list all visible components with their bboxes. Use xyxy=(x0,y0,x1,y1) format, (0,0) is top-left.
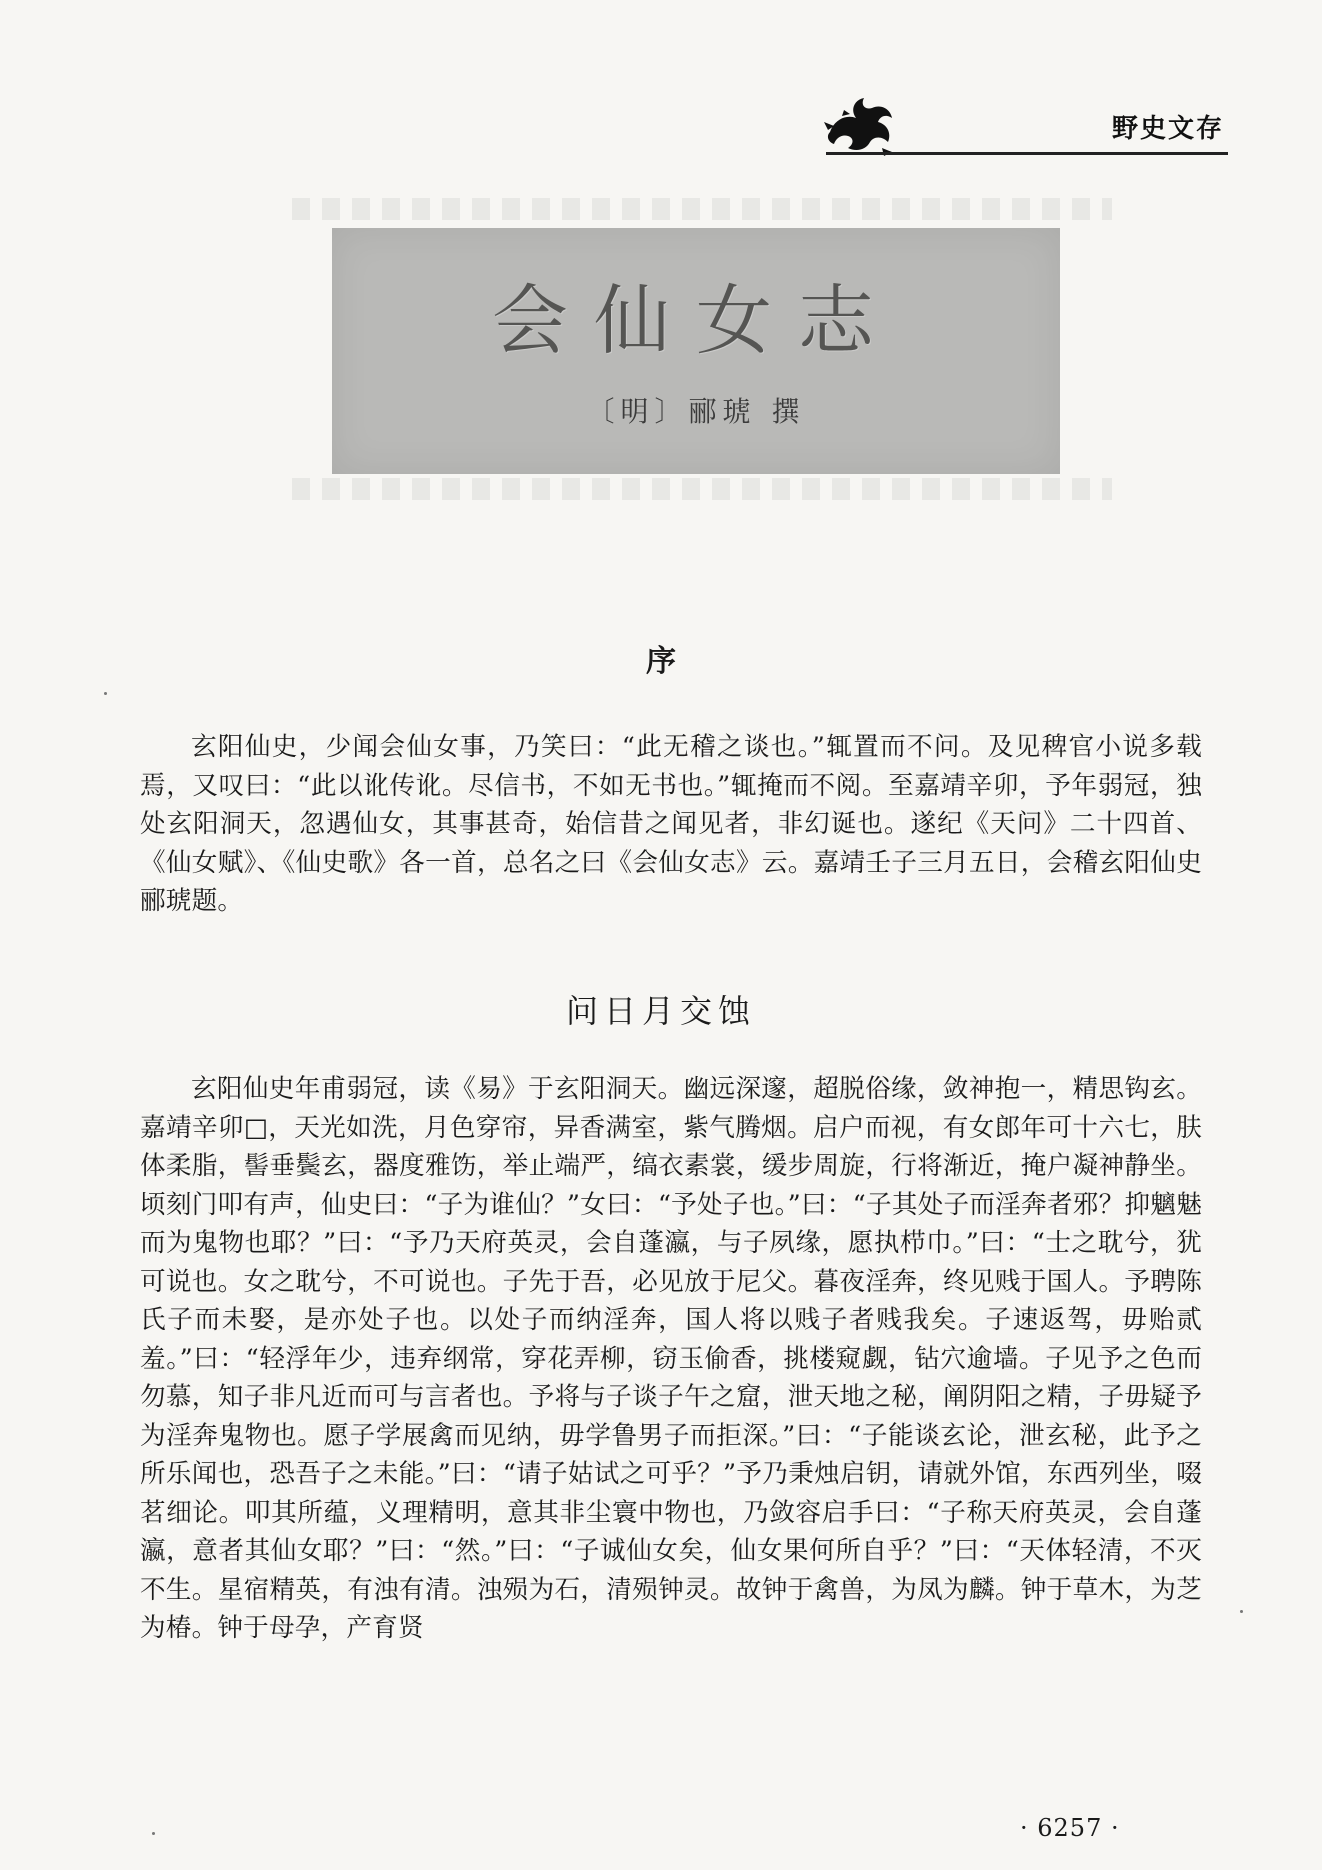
scan-speck xyxy=(152,1832,155,1835)
bleed-through-texture xyxy=(292,478,1112,500)
title-block xyxy=(332,228,1060,474)
preface-heading: 序 xyxy=(646,644,676,679)
chapter-paragraph: 玄阳仙史年甫弱冠，读《易》于玄阳洞天。幽远深邃，超脱俗缘，敛神抱一，精思钩玄。嘉靖辛卯□，天光如洗，月色穿帘，异香满室，紫气腾烟。启户而视，有女郎年可十六七，肤体柔脂，髻垂鬓玄，器度雅饬，举止端严，缟衣素裳，缓步周旋，行将渐近，掩户凝神静坐。顷刻门叩有声，仙史曰：“子为谁仙？”女曰：“予处子也。”曰：“子其处子而淫奔者邪？抑魑魅而为鬼物也耶？”曰：“予乃天府英灵，会自蓬瀛，与子夙缘，愿执栉巾。”曰：“士之耽兮，犹可说也。女之耽兮，不可说也。子先于吾，必见放于尼父。暮夜淫奔，终见贱于国人。予聘陈氏子而未娶，是亦处子也。以处子而纳淫奔，国人将以贱子者贱我矣。子速返驾，毋贻贰羞。”曰：“轻浮年少，违弃纲常，穿花弄柳，窃玉偷香，挑楼窥觑，钻穴逾墙。子见予之色而勿慕，知子非凡近而可与言者也。予将与子谈子午之窟，泄天地之秘，阐阴阳之精，子毋疑予为淫奔鬼物也。愿子学展禽而见纳，毋学鲁男子而拒深。”曰：“子能谈玄论，泄玄秘，此予之所乐闻也，恐吾子之未能。”曰：“请子姑试之可乎？”予乃秉烛启钥，请就外馆，东西列坐，啜茗细论。叩其所蕴，义理精明，意其非尘寰中物也，乃敛容启手曰：“子称天府英灵，会自蓬瀛，意者其仙女耶？”曰：“然。”曰：“子诚仙女矣，仙女果何所自乎？”曰：“天体轻清，不灭不生。星宿精英，有浊有清。浊殒为石，清殒钟灵。故钟于禽兽，为凤为麟。钟于草木，为芝为椿。钟于母孕，产育贤 xyxy=(140,1074,1202,1643)
header-rule xyxy=(826,152,1228,155)
chapter-heading: 问日月交蚀 xyxy=(565,992,756,1030)
author-byline: 〔明〕郦琥 撰 xyxy=(586,395,806,428)
bleed-through-texture xyxy=(292,198,1112,220)
book-title: 会仙女志 xyxy=(492,276,900,365)
dragon-emblem-icon xyxy=(820,92,900,158)
scan-speck xyxy=(104,692,107,695)
preface-paragraph: 玄阳仙史，少闻会仙女事，乃笑曰：“此无稽之谈也。”辄置而不问。及见稗官小说多载焉，又叹曰：“此以讹传讹。尽信书，不如无书也。”辄掩而不阅。至嘉靖辛卯，予年弱冠，独处玄阳洞天，忽遇仙女，其事甚奇，始信昔之闻见者，非幻诞也。遂纪《天问》二十四首、《仙女赋》、《仙史歌》各一首，总名之曰《会仙女志》云。嘉靖壬子三月五日，会稽玄阳仙史郦琥题。 xyxy=(140,732,1202,916)
series-title: 野史文存 xyxy=(1111,114,1224,144)
scan-speck xyxy=(1240,1610,1243,1613)
page-number: · 6257 · xyxy=(1020,1814,1120,1842)
